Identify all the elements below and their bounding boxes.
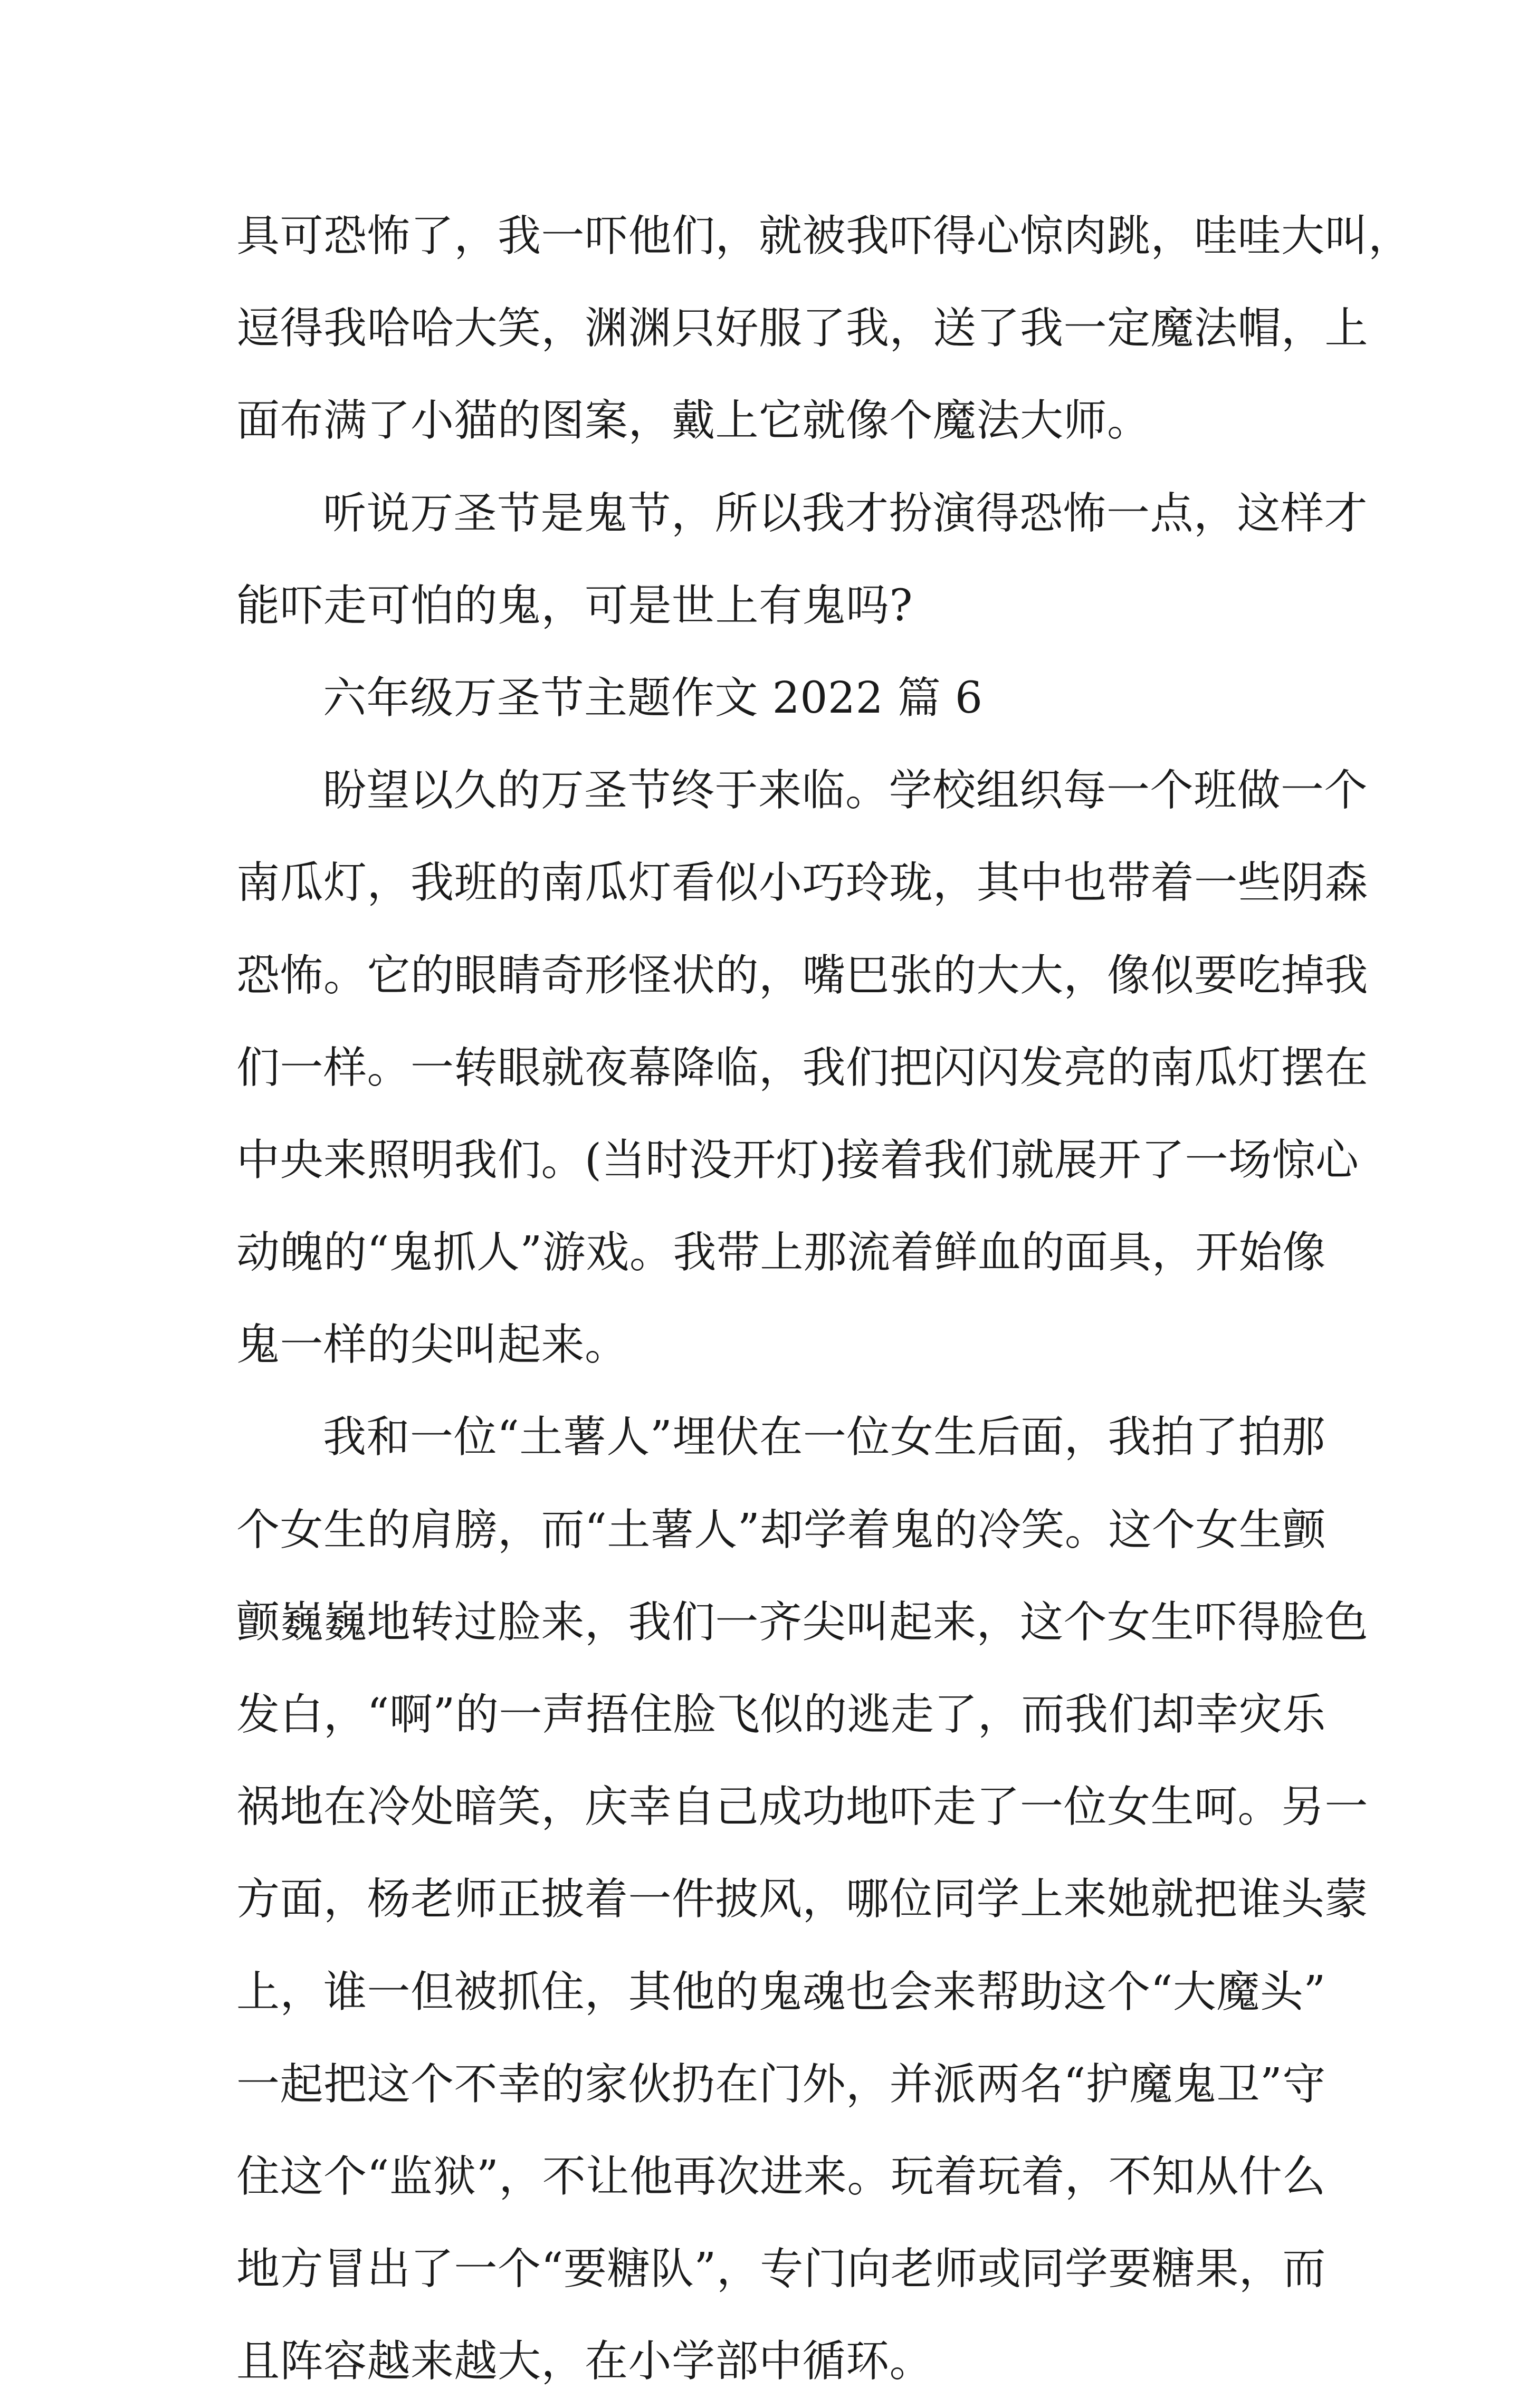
text-line: 具可恐怖了，我一吓他们，就被我吓得心惊肉跳，哇哇大叫， <box>236 211 1412 261</box>
section-heading: 六年级万圣节主题作文 2022 篇 6 <box>323 673 983 723</box>
text-line: 个女生的肩膀，而“土薯人”却学着鬼的冷笑。这个女生颤 <box>236 1504 1326 1555</box>
text-line: 鬼一样的尖叫起来。 <box>236 1320 628 1370</box>
text-line: 动魄的“鬼抓人”游戏。我带上那流着鲜血的面具，开始像 <box>236 1227 1326 1278</box>
text-line: 方面，杨老师正披着一件披风，哪位同学上来她就把谁头蒙 <box>236 1874 1369 1925</box>
text-line: 能吓走可怕的鬼，可是世上有鬼吗? <box>236 580 913 631</box>
text-line: 逗得我哈哈大笑，渊渊只好服了我，送了我一定魔法帽，上 <box>236 303 1369 354</box>
paragraph-first-line: 听说万圣节是鬼节，所以我才扮演得恐怖一点，这样才 <box>323 488 1368 539</box>
text-line: 恐怖。它的眼睛奇形怪状的，嘴巴张的大大，像似要吃掉我 <box>236 950 1369 1001</box>
text-line: 中央来照明我们。(当时没开灯)接着我们就展开了一场惊心 <box>236 1135 1359 1185</box>
text-line: 南瓜灯，我班的南瓜灯看似小巧玲珑，其中也带着一些阴森 <box>236 858 1369 908</box>
text-line: 住这个“监狱”，不让他再次进来。玩着玩着，不知从什么 <box>236 2151 1326 2202</box>
paragraph-first-line: 盼望以久的万圣节终于来临。学校组织每一个班做一个 <box>323 765 1368 816</box>
text-line: 地方冒出了一个“要糖队”，专门向老师或同学要糖果，而 <box>236 2244 1326 2295</box>
text-line: 一起把这个不幸的家伙扔在门外，并派两名“护魔鬼卫”守 <box>236 2059 1326 2109</box>
text-line: 祸地在冷处暗笑，庆幸自己成功地吓走了一位女生呵。另一 <box>236 1782 1369 1833</box>
text-line: 且阵容越来越大，在小学部中循环。 <box>236 2336 933 2387</box>
text-line: 面布满了小猫的图案，戴上它就像个魔法大师。 <box>236 396 1151 446</box>
text-line: 颤巍巍地转过脸来，我们一齐尖叫起来，这个女生吓得脸色 <box>236 1597 1369 1647</box>
text-line: 发白，“啊”的一声捂住脸飞似的逃走了，而我们却幸灾乐 <box>236 1690 1326 1740</box>
text-line: 上，谁一但被抓住，其他的鬼魂也会来帮助这个“大魔头” <box>236 1966 1326 2017</box>
text-line: 们一样。一转眼就夜幕降临，我们把闪闪发亮的南瓜灯摆在 <box>236 1042 1369 1093</box>
essay-text-block <box>236 190 1412 2408</box>
paragraph-first-line: 我和一位“土薯人”埋伏在一位女生后面，我拍了拍那 <box>323 1412 1325 1463</box>
